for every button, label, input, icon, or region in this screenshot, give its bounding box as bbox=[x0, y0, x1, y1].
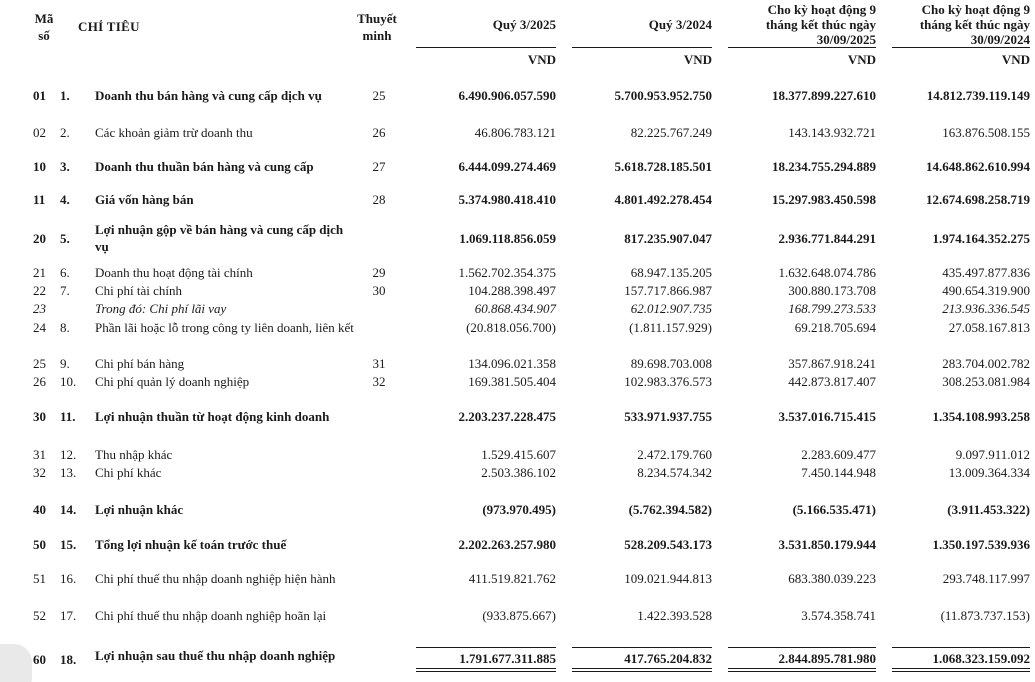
table-row bbox=[0, 570, 1035, 587]
row-value: 18.234.755.294.889 bbox=[772, 159, 876, 174]
spacer bbox=[90, 47, 358, 68]
row-value: 69.218.705.694 bbox=[794, 320, 876, 335]
spacer bbox=[0, 2, 30, 46]
spacer bbox=[0, 408, 30, 425]
row-value: 2.936.771.844.291 bbox=[778, 230, 876, 246]
row-value: 213.936.336.545 bbox=[942, 301, 1030, 316]
row-value: (1.811.157.929) bbox=[629, 320, 712, 335]
table-row bbox=[0, 319, 1035, 336]
column-header-period bbox=[876, 2, 1035, 46]
row-code: 10 bbox=[33, 159, 46, 174]
spacer bbox=[0, 570, 30, 587]
row-note-ref: 28 bbox=[372, 192, 386, 207]
row-value: 18.377.899.227.610 bbox=[772, 88, 876, 103]
row-value: 1.354.108.993.258 bbox=[932, 409, 1030, 424]
row-note-ref: 30 bbox=[372, 283, 386, 298]
row-value: 15.297.983.450.598 bbox=[772, 192, 876, 207]
spacer bbox=[358, 47, 400, 68]
row-label: Chi phí thuế thu nhập doanh nghiệp hoãn lại bbox=[95, 608, 327, 623]
row-value: 27.058.167.813 bbox=[948, 320, 1030, 335]
row-value: 1.562.702.354.375 bbox=[458, 265, 556, 280]
row-number: 4. bbox=[60, 192, 70, 207]
row-value: 5.700.953.952.750 bbox=[614, 88, 712, 103]
table-row bbox=[0, 607, 1035, 624]
row-value: 357.867.918.241 bbox=[788, 356, 876, 371]
unit-cell bbox=[556, 47, 712, 68]
row-code: 24 bbox=[33, 320, 46, 335]
row-code: 25 bbox=[33, 356, 46, 371]
row-value-cell bbox=[556, 647, 712, 672]
column-header-period bbox=[712, 2, 876, 46]
row-value: 60.868.434.907 bbox=[474, 301, 556, 316]
column-header-period-line: tháng kết thúc ngày bbox=[765, 16, 876, 32]
row-value: 817.235.907.047 bbox=[624, 230, 712, 246]
table-row bbox=[0, 373, 1035, 390]
column-header-period-line: Quý 3/2025 bbox=[492, 16, 556, 32]
column-header-period-line: Cho kỳ hoạt động 9 bbox=[767, 1, 876, 17]
row-number: 6. bbox=[60, 265, 70, 280]
row-value-cell bbox=[876, 647, 1035, 672]
row-value: 6.490.906.057.590 bbox=[458, 88, 556, 103]
row-note-ref: 25 bbox=[372, 88, 386, 103]
row-number: 14. bbox=[60, 502, 77, 517]
row-value: 46.806.783.121 bbox=[474, 125, 556, 140]
row-value: 9.097.911.012 bbox=[955, 447, 1030, 462]
row-label: Chi phí quản lý doanh nghiệp bbox=[95, 374, 250, 389]
spacer bbox=[0, 319, 30, 336]
column-header-ma-so-line2: số bbox=[38, 28, 50, 43]
row-value: 1.422.393.528 bbox=[637, 608, 712, 623]
row-number: 8. bbox=[60, 320, 70, 335]
column-header-period bbox=[556, 2, 712, 46]
table-row bbox=[0, 124, 1035, 141]
spacer bbox=[0, 158, 30, 175]
row-value-total: 2.844.895.781.980 bbox=[728, 647, 876, 672]
row-code: 31 bbox=[33, 447, 46, 462]
row-value-total: 1.068.323.159.092 bbox=[892, 647, 1030, 672]
spacer bbox=[0, 355, 30, 372]
row-value: 13.009.364.334 bbox=[948, 465, 1030, 480]
row-value: 442.873.817.407 bbox=[788, 374, 876, 389]
row-label: Phần lãi hoặc lỗ trong công ty liên doanh, liên kết bbox=[95, 320, 354, 335]
row-value: 102.983.376.573 bbox=[624, 374, 712, 389]
spacer bbox=[90, 2, 358, 46]
spacer bbox=[0, 264, 30, 281]
row-value: 2.283.609.477 bbox=[801, 447, 876, 462]
period-headers-row bbox=[0, 2, 1035, 46]
spacer bbox=[0, 501, 30, 518]
row-label: Lợi nhuận thuần từ hoạt động kinh doanh bbox=[95, 409, 330, 424]
row-number: 17. bbox=[60, 608, 77, 623]
row-code: 02 bbox=[33, 125, 46, 140]
unit-label: VND bbox=[728, 47, 876, 68]
spacer bbox=[0, 446, 30, 463]
row-value: 168.799.273.533 bbox=[788, 301, 876, 316]
unit-label: VND bbox=[416, 47, 556, 68]
row-value-total: 1.791.677.311.885 bbox=[416, 647, 556, 672]
row-number: 13. bbox=[60, 465, 77, 480]
row-value: 134.096.021.358 bbox=[468, 356, 556, 371]
column-header-period-line: 30/09/2024 bbox=[970, 31, 1030, 47]
row-value: 435.497.877.836 bbox=[942, 265, 1030, 280]
row-number: 5. bbox=[60, 230, 70, 246]
spacer bbox=[0, 191, 30, 208]
row-value: 300.880.173.708 bbox=[788, 283, 876, 298]
row-label: Các khoản giảm trừ doanh thu bbox=[95, 125, 253, 140]
row-value: (5.166.535.471) bbox=[792, 502, 876, 517]
row-label: Lợi nhuận sau thuế thu nhập doanh nghiệp bbox=[95, 648, 336, 663]
row-label: Doanh thu thuần bán hàng và cung cấp bbox=[95, 159, 314, 174]
row-value: (11.873.737.153) bbox=[940, 608, 1030, 623]
row-value-total: 417.765.204.832 bbox=[572, 647, 712, 672]
row-value: 1.974.164.352.275 bbox=[932, 230, 1030, 246]
unit-cell bbox=[876, 47, 1035, 68]
row-note-ref: 29 bbox=[372, 265, 386, 280]
row-value: 5.618.728.185.501 bbox=[614, 159, 712, 174]
column-header-thuyet-minh-line2: minh bbox=[362, 28, 392, 43]
row-code: 32 bbox=[33, 465, 46, 480]
row-value: 89.698.703.008 bbox=[630, 356, 712, 371]
row-value: 3.531.850.179.944 bbox=[778, 537, 876, 552]
table-row bbox=[0, 355, 1035, 372]
spacer bbox=[56, 2, 90, 46]
row-label: Trong đó: Chi phí lãi vay bbox=[95, 301, 227, 316]
row-number: 12. bbox=[60, 447, 77, 462]
row-code: 26 bbox=[33, 374, 46, 389]
row-value: (933.875.667) bbox=[482, 608, 556, 623]
spacer bbox=[0, 300, 30, 317]
table-row bbox=[0, 408, 1035, 425]
table-row bbox=[0, 446, 1035, 463]
spacer bbox=[0, 536, 30, 553]
table-row bbox=[0, 282, 1035, 299]
row-value: 7.450.144.948 bbox=[801, 465, 876, 480]
row-value-cell bbox=[400, 647, 556, 672]
spacer bbox=[0, 607, 30, 624]
row-value: 283.704.002.782 bbox=[942, 356, 1030, 371]
table-row bbox=[0, 191, 1035, 208]
row-value: 62.012.907.735 bbox=[630, 301, 712, 316]
row-number: 3. bbox=[60, 159, 70, 174]
row-label: Thu nhập khác bbox=[95, 447, 173, 462]
row-code: 30 bbox=[33, 409, 46, 424]
row-number: 16. bbox=[60, 571, 77, 586]
row-value: 6.444.099.274.469 bbox=[458, 159, 556, 174]
spacer bbox=[30, 2, 56, 46]
unit-label: VND bbox=[892, 47, 1030, 68]
spacer bbox=[0, 124, 30, 141]
row-code: 23 bbox=[33, 301, 46, 316]
row-code: 60 bbox=[33, 652, 46, 667]
row-value: (20.818.056.700) bbox=[466, 320, 556, 335]
row-value: 308.253.081.984 bbox=[942, 374, 1030, 389]
spacer bbox=[0, 464, 30, 481]
column-header-period-line: Cho kỳ hoạt động 9 bbox=[921, 1, 1030, 17]
row-value: (3.911.453.322) bbox=[947, 502, 1030, 517]
table-row bbox=[0, 300, 1035, 317]
column-header-period bbox=[400, 2, 556, 46]
row-number: 1. bbox=[60, 88, 70, 103]
row-number: 18. bbox=[60, 652, 77, 667]
row-note-ref: 27 bbox=[372, 159, 386, 174]
row-code: 21 bbox=[33, 265, 46, 280]
row-label: Giá vốn hàng bán bbox=[95, 192, 194, 207]
row-label: Chi phí bán hàng bbox=[95, 356, 185, 371]
row-label: Chi phí tài chính bbox=[95, 283, 183, 298]
row-value: 109.021.944.813 bbox=[624, 571, 712, 586]
row-value: 82.225.767.249 bbox=[630, 125, 712, 140]
table-row bbox=[0, 221, 1035, 255]
row-value: 411.519.821.762 bbox=[468, 571, 556, 586]
row-label: Lợi nhuận khác bbox=[95, 502, 184, 517]
row-value: 1.529.415.607 bbox=[481, 447, 556, 462]
row-value: 4.801.492.278.454 bbox=[614, 192, 712, 207]
row-value: 14.648.862.610.994 bbox=[926, 159, 1030, 174]
row-label: Doanh thu bán hàng và cung cấp dịch vụ bbox=[95, 88, 322, 103]
row-label: Lợi nhuận gộp về bán hàng và cung cấp dịch vụ bbox=[95, 222, 344, 254]
row-value: 157.717.866.987 bbox=[624, 283, 712, 298]
table-row bbox=[0, 464, 1035, 481]
table-row bbox=[0, 536, 1035, 553]
column-header-period-line: tháng kết thúc ngày bbox=[919, 16, 1030, 32]
spacer bbox=[0, 373, 30, 390]
row-code: 01 bbox=[33, 88, 46, 103]
spacer bbox=[56, 47, 90, 68]
row-value: 2.503.386.102 bbox=[481, 465, 556, 480]
unit-cell bbox=[712, 47, 876, 68]
spacer bbox=[30, 47, 56, 68]
row-number: 7. bbox=[60, 283, 70, 298]
row-value: 163.876.508.155 bbox=[942, 125, 1030, 140]
row-value: 2.202.263.257.980 bbox=[458, 537, 556, 552]
row-value: 528.209.543.173 bbox=[624, 537, 712, 552]
column-header-chi-tieu: CHỈ TIÊU bbox=[78, 19, 140, 34]
row-value: 169.381.505.404 bbox=[468, 374, 556, 389]
row-value: (5.762.394.582) bbox=[628, 502, 712, 517]
column-header-period-line: Quý 3/2024 bbox=[648, 16, 712, 32]
row-value: 5.374.980.418.410 bbox=[458, 192, 556, 207]
row-number: 9. bbox=[60, 356, 70, 371]
unit-cell bbox=[400, 47, 556, 68]
spacer bbox=[0, 221, 30, 255]
table-row bbox=[0, 501, 1035, 518]
row-code: 20 bbox=[33, 230, 46, 246]
row-value: 1.069.118.856.059 bbox=[459, 230, 556, 246]
row-code: 40 bbox=[33, 502, 46, 517]
table-row bbox=[0, 264, 1035, 281]
row-value: 14.812.739.119.149 bbox=[926, 88, 1030, 103]
column-header-ma-so-line1: Mã bbox=[34, 11, 54, 26]
row-code: 11 bbox=[33, 192, 46, 207]
row-value: 8.234.574.342 bbox=[637, 465, 712, 480]
spacer bbox=[0, 47, 30, 68]
row-label: Doanh thu hoạt động tài chính bbox=[95, 265, 253, 280]
table-row bbox=[0, 87, 1035, 104]
column-header-period-line: 30/09/2025 bbox=[816, 31, 876, 47]
row-value: 1.350.197.539.936 bbox=[932, 537, 1030, 552]
row-label: Chi phí khác bbox=[95, 465, 162, 480]
row-label: Chi phí thuế thu nhập doanh nghiệp hiện hành bbox=[95, 571, 336, 586]
row-number: 10. bbox=[60, 374, 77, 389]
row-note-ref: 31 bbox=[372, 356, 386, 371]
row-value: 1.632.648.074.786 bbox=[778, 265, 876, 280]
row-value: 143.143.932.721 bbox=[788, 125, 876, 140]
row-code: 51 bbox=[33, 571, 46, 586]
row-value: 68.947.135.205 bbox=[630, 265, 712, 280]
row-code: 50 bbox=[33, 537, 46, 552]
table-row bbox=[0, 647, 1035, 672]
row-value: 3.537.016.715.415 bbox=[778, 409, 876, 424]
row-number: 15. bbox=[60, 537, 77, 552]
row-value: 490.654.319.900 bbox=[942, 283, 1030, 298]
corner-overlay bbox=[0, 644, 32, 682]
spacer bbox=[0, 87, 30, 104]
row-value: 2.203.237.228.475 bbox=[458, 409, 556, 424]
row-value-cell bbox=[712, 647, 876, 672]
row-code: 22 bbox=[33, 283, 46, 298]
row-value: 683.380.039.223 bbox=[788, 571, 876, 586]
row-value: 3.574.358.741 bbox=[801, 608, 876, 623]
unit-row bbox=[0, 47, 1035, 68]
spacer bbox=[0, 282, 30, 299]
row-value: 293.748.117.997 bbox=[942, 571, 1030, 586]
row-label: Tổng lợi nhuận kế toán trước thuế bbox=[95, 537, 287, 552]
row-code: 52 bbox=[33, 608, 46, 623]
spacer bbox=[358, 2, 400, 46]
row-number: 11. bbox=[60, 409, 76, 424]
row-value: (973.970.495) bbox=[482, 502, 556, 517]
column-header-thuyet-minh-line1: Thuyết bbox=[357, 11, 397, 26]
row-value: 104.288.398.497 bbox=[468, 283, 556, 298]
row-note-ref: 32 bbox=[372, 374, 386, 389]
table-row bbox=[0, 158, 1035, 175]
row-number: 2. bbox=[60, 125, 70, 140]
row-value: 533.971.937.755 bbox=[624, 409, 712, 424]
row-note-ref: 26 bbox=[372, 125, 386, 140]
unit-label: VND bbox=[572, 47, 712, 68]
row-value: 12.674.698.258.719 bbox=[926, 192, 1030, 207]
row-value: 2.472.179.760 bbox=[637, 447, 712, 462]
